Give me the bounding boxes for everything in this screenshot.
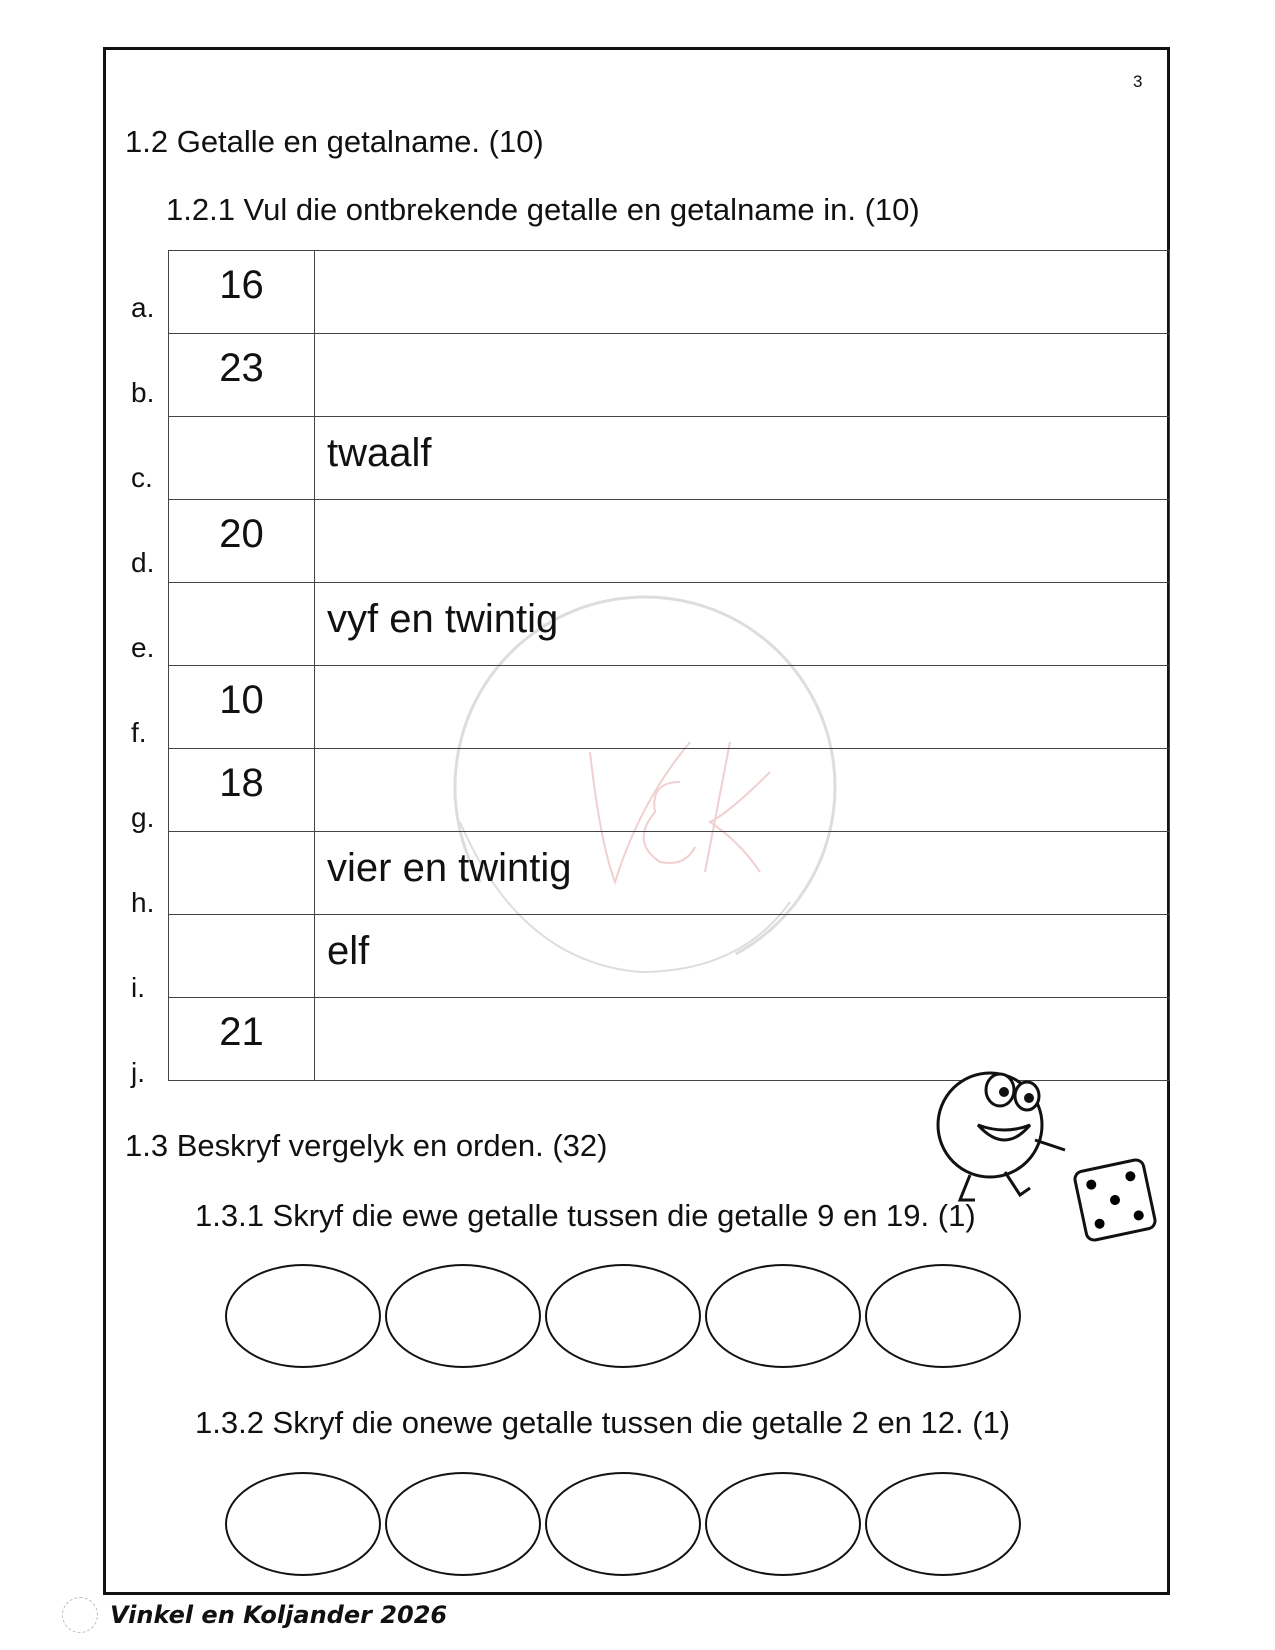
question-1-3-1: 1.3.1 Skryf die ewe getalle tussen die getalle 9 en 19. (1) bbox=[195, 1198, 976, 1233]
number-name-cell[interactable] bbox=[315, 251, 1170, 334]
section-1-3-title: 1.3 Beskryf vergelyk en orden. (32) bbox=[125, 1128, 608, 1163]
answer-oval[interactable] bbox=[385, 1472, 541, 1576]
answer-oval[interactable] bbox=[705, 1472, 861, 1576]
row-label: e. bbox=[131, 632, 155, 663]
number-cell[interactable] bbox=[169, 915, 315, 998]
table-row bbox=[169, 500, 1170, 583]
answer-oval[interactable] bbox=[705, 1264, 861, 1368]
number-name-cell[interactable]: elf bbox=[315, 915, 1170, 998]
number-cell[interactable]: 16 bbox=[169, 251, 315, 334]
number-cell[interactable]: 18 bbox=[169, 749, 315, 832]
row-label: d. bbox=[131, 547, 155, 578]
question-1-2-1: 1.2.1 Vul die ontbrekende getalle en getalname in. (10) bbox=[166, 192, 920, 227]
numbers-table bbox=[168, 250, 1170, 1081]
footer-text: Vinkel en Koljander 2026 bbox=[110, 1601, 448, 1629]
number-cell[interactable]: 20 bbox=[169, 500, 315, 583]
table-row bbox=[169, 915, 1170, 998]
question-1-3-2: 1.3.2 Skryf die onewe getalle tussen die getalle 2 en 12. (1) bbox=[195, 1405, 1011, 1440]
table-row bbox=[169, 583, 1170, 666]
answer-oval[interactable] bbox=[225, 1264, 381, 1368]
answer-oval[interactable] bbox=[545, 1472, 701, 1576]
number-name-cell[interactable]: twaalf bbox=[315, 417, 1170, 500]
answer-oval[interactable] bbox=[545, 1264, 701, 1368]
answer-oval[interactable] bbox=[865, 1472, 1021, 1576]
row-label: c. bbox=[131, 462, 153, 493]
table-row bbox=[169, 417, 1170, 500]
number-cell[interactable] bbox=[169, 583, 315, 666]
row-label: a. bbox=[131, 292, 155, 323]
row-label: b. bbox=[131, 377, 155, 408]
footer-logo bbox=[62, 1597, 98, 1633]
number-name-cell[interactable] bbox=[315, 500, 1170, 583]
number-cell[interactable] bbox=[169, 417, 315, 500]
row-label: f. bbox=[131, 717, 147, 748]
section-1-2-title: 1.2 Getalle en getalname. (10) bbox=[125, 124, 544, 159]
number-name-cell[interactable]: vier en twintig bbox=[315, 832, 1170, 915]
page-number: 3 bbox=[1133, 72, 1143, 91]
number-cell[interactable] bbox=[169, 832, 315, 915]
answer-oval[interactable] bbox=[385, 1264, 541, 1368]
row-label: i. bbox=[131, 972, 145, 1003]
number-cell[interactable]: 23 bbox=[169, 334, 315, 417]
row-label: h. bbox=[131, 887, 155, 918]
ball-and-dice-illustration bbox=[930, 1060, 1165, 1255]
number-name-cell[interactable] bbox=[315, 666, 1170, 749]
number-name-cell[interactable]: vyf en twintig bbox=[315, 583, 1170, 666]
answer-ovals-even bbox=[225, 1264, 1021, 1368]
answer-oval[interactable] bbox=[865, 1264, 1021, 1368]
table-row bbox=[169, 832, 1170, 915]
row-label: j. bbox=[131, 1057, 145, 1088]
footer bbox=[62, 1597, 447, 1633]
number-name-cell[interactable] bbox=[315, 334, 1170, 417]
answer-ovals-odd bbox=[225, 1472, 1021, 1576]
table-row bbox=[169, 666, 1170, 749]
answer-oval[interactable] bbox=[225, 1472, 381, 1576]
number-cell[interactable]: 21 bbox=[169, 998, 315, 1081]
number-cell[interactable]: 10 bbox=[169, 666, 315, 749]
number-name-cell[interactable] bbox=[315, 749, 1170, 832]
table-row bbox=[169, 251, 1170, 334]
table-row bbox=[169, 334, 1170, 417]
table-row bbox=[169, 749, 1170, 832]
row-label: g. bbox=[131, 802, 155, 833]
